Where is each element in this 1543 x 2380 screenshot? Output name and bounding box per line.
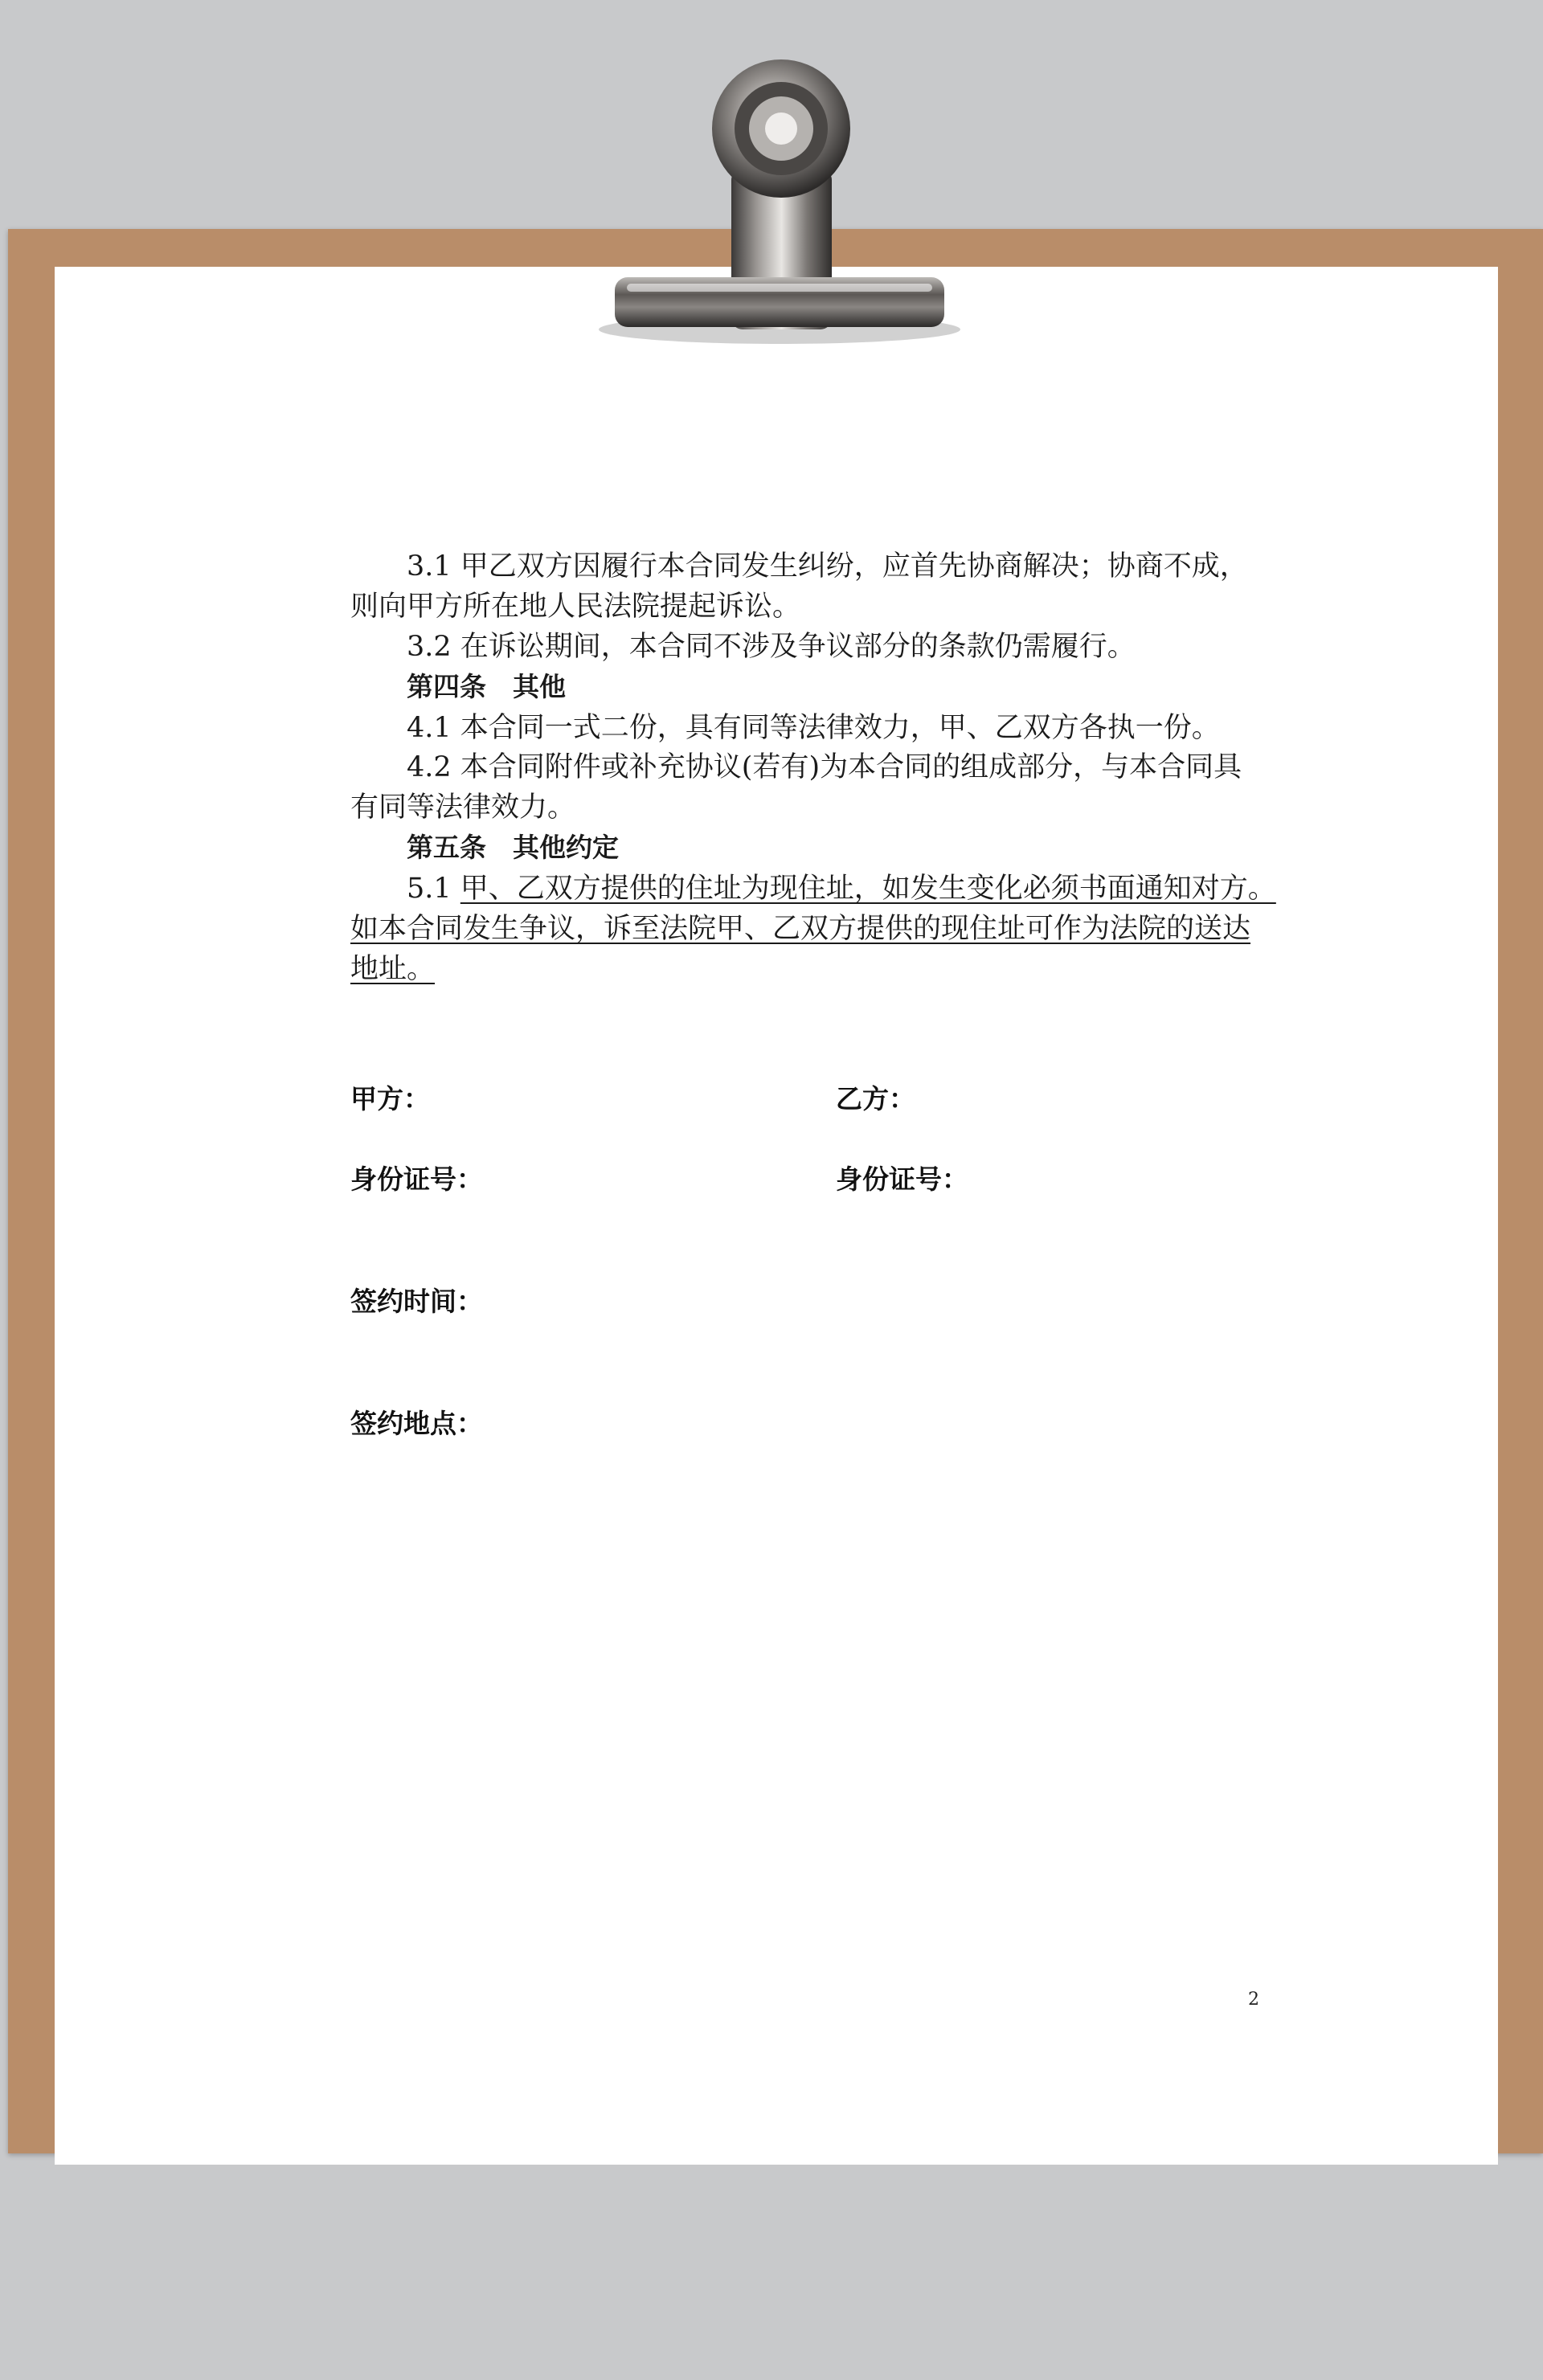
sign-time-label: 签约时间： (350, 1286, 483, 1317)
party-a-label: 甲方： (350, 1083, 430, 1114)
clause-3-2: 3.2 在诉讼期间，本合同不涉及争议部分的条款仍需履行。 (407, 631, 1136, 663)
clause-3-1-line-2: 则向甲方所在地人民法院提起诉讼。 (350, 591, 801, 623)
party-b-id-label: 身份证号： (836, 1163, 968, 1195)
article-4-title: 第四条 其他 (407, 671, 566, 702)
clause-4-1: 4.1 本合同一式二份，具有同等法律效力，甲、乙双方各执一份。 (407, 712, 1220, 744)
clause-5-1-number: 5.1 (407, 873, 460, 905)
party-b-label: 乙方： (836, 1083, 915, 1114)
page-number: 2 (1248, 1989, 1259, 2010)
binder-clip-icon (571, 48, 988, 354)
party-a-id-label: 身份证号： (350, 1163, 483, 1195)
clause-4-2-line-1: 4.2 本合同附件或补充协议(若有)为本合同的组成部分，与本合同具 (407, 751, 1242, 783)
clause-5-1-line-3: 地址。 (350, 953, 436, 985)
clause-3-1-line-1: 3.1 甲乙双方因履行本合同发生纠纷，应首先协商解决；协商不成， (407, 550, 1248, 583)
clause-5-1-underlined-text: 甲、乙双方提供的住址为现住址，如发生变化必须书面通知对方。 (460, 873, 1276, 905)
clause-5-1-line-1 (350, 869, 1276, 909)
clause-4-2-line-2: 有同等法律效力。 (350, 791, 576, 824)
document-page (55, 267, 1498, 2165)
article-5-title: 第五条 其他约定 (407, 832, 619, 863)
clause-5-1-line-2: 如本合同发生争议，诉至法院甲、乙双方提供的现住址可作为法院的送达 (350, 913, 1251, 945)
sign-place-label: 签约地点： (350, 1408, 483, 1439)
